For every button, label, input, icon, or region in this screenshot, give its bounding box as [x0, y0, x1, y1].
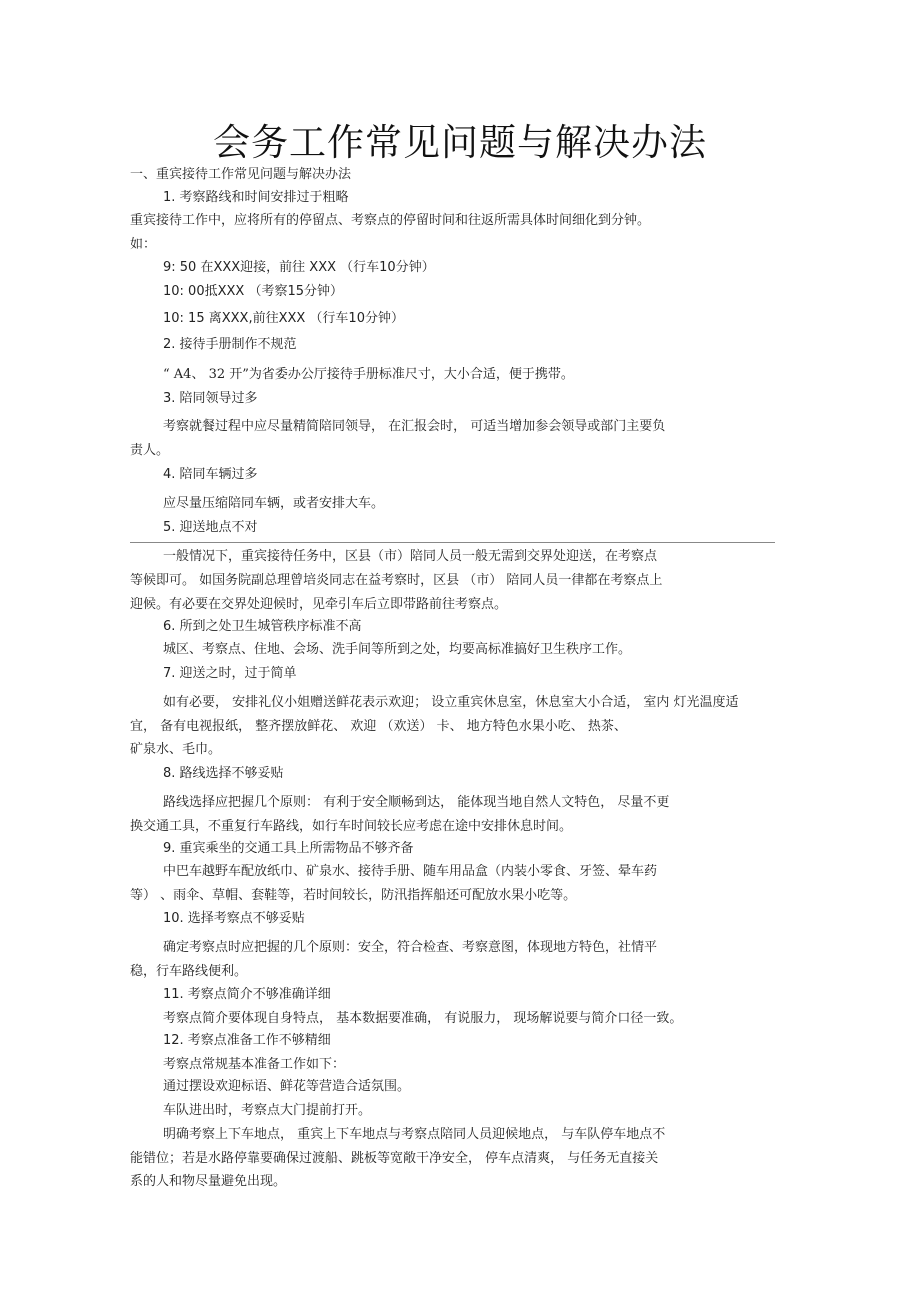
paragraph-line: 能错位；若是水路停靠要确保过渡船、跳板等宽敞干净安全， 停车点清爽， 与任务无直接关: [130, 1151, 659, 1166]
paragraph-line: 换交通工具，不重复行车路线，如行车时间较长应考虑在途中安排休息时间。: [130, 819, 573, 834]
paragraph-line: 车队进出时，考察点大门提前打开。: [163, 1103, 372, 1118]
item-3-heading: 3. 陪同领导过多: [163, 391, 258, 406]
horizontal-rule: [130, 542, 775, 543]
paragraph-line: 系的人和物尽量避免出现。: [130, 1174, 287, 1189]
item-1-heading: 1. 考察路线和时间安排过于粗略: [163, 190, 349, 205]
paragraph-line: 通过摆设欢迎标语、鲜花等营造合适氛围。: [163, 1079, 411, 1094]
paragraph-line: 责人。: [130, 443, 170, 458]
section-heading: 一、重宾接待工作常见问题与解决办法: [130, 167, 352, 182]
item-11-heading: 11. 考察点简介不够准确详细: [163, 987, 331, 1002]
schedule-line: 10: 15 离XXX,前往XXX （行车10分钟）: [163, 311, 404, 326]
paragraph-line: 如有必要， 安排礼仪小姐赠送鲜花表示欢迎； 设立重宾休息室，休息室大小合适， 室内 灯光温度适: [163, 695, 739, 710]
paragraph-line: 等候即可。 如国务院副总理曾培炎同志在益考察时，区县 （市） 陪同人员一律都在考察点上: [130, 573, 663, 588]
document-title: 会务工作常见问题与解决办法: [213, 121, 707, 164]
paragraph-line: 考察点常规基本准备工作如下：: [163, 1057, 346, 1072]
item-5-heading: 5. 迎送地点不对: [163, 520, 258, 535]
paragraph-line: 矿泉水、毛巾。: [130, 742, 222, 757]
item-6-heading: 6. 所到之处卫生城管秩序标准不高: [163, 619, 362, 634]
item-10-heading: 10. 选择考察点不够妥贴: [163, 911, 305, 926]
paragraph-line: 路线选择应把握几个原则： 有利于安全顺畅到达， 能体现当地自然人文特色， 尽量不更: [163, 795, 670, 810]
paragraph-line: 宜， 备有电视报纸， 整齐摆放鲜花、 欢迎 （欢送） 卡、 地方特色水果小吃、 热茶、: [130, 719, 627, 734]
schedule-line: 10: 00抵XXX （考察15分钟）: [163, 284, 343, 299]
paragraph-line: 等） 、雨伞、草帽、套鞋等，若时间较长，防汛指挥船还可配放水果小吃等。: [130, 888, 577, 903]
paragraph-line: 重宾接待工作中，应将所有的停留点、考察点的停留时间和往返所需具体时间细化到分钟。: [130, 213, 651, 228]
paragraph-line: 稳，行车路线便利。: [130, 964, 248, 979]
item-4-heading: 4. 陪同车辆过多: [163, 467, 258, 482]
item-7-heading: 7. 迎送之时，过于简单: [163, 666, 297, 681]
item-8-heading: 8. 路线选择不够妥贴: [163, 766, 284, 781]
paragraph-line: 考察就餐过程中应尽量精简陪同领导， 在汇报会时， 可适当增加参会领导或部门主要负: [163, 419, 666, 434]
item-12-heading: 12. 考察点准备工作不够精细: [163, 1033, 331, 1048]
paragraph-line: 如：: [130, 237, 157, 252]
item-2-heading: 2. 接待手册制作不规范: [163, 337, 297, 352]
paragraph-line: 考察点简介要体现自身特点， 基本数据要准确， 有说服力， 现场解说要与简介口径一致。: [163, 1011, 683, 1026]
paragraph-line: 应尽量压缩陪同车辆，或者安排大车。: [163, 496, 385, 511]
schedule-line: 9: 50 在XXX迎接，前往 XXX （行车10分钟）: [163, 260, 435, 275]
paragraph-line: 中巴车越野车配放纸巾、矿泉水、接待手册、随车用品盒（内装小零食、牙签、晕车药: [163, 864, 658, 879]
paragraph-line: 迎候。有必要在交界处迎候时，见牵引车后立即带路前往考察点。: [130, 597, 508, 612]
item-9-heading: 9. 重宾乘坐的交通工具上所需物品不够齐备: [163, 841, 414, 856]
paragraph-line: 一般情况下，重宾接待任务中，区县（市）陪同人员一般无需到交界处迎送，在考察点: [163, 549, 658, 564]
paragraph-line: 城区、考察点、住地、会场、洗手间等所到之处，均要高标准搞好卫生秩序工作。: [163, 642, 632, 657]
paragraph-line: 确定考察点时应把握的几个原则：安全，符合检查、考察意图，体现地方特色，社情平: [163, 940, 658, 955]
paragraph-line: 明确考察上下车地点， 重宾上下车地点与考察点陪同人员迎候地点， 与车队停车地点不: [163, 1127, 666, 1142]
paragraph-line: “ A4、 32 开”为省委办公厅接待手册标准尺寸，大小合适，便于携带。: [163, 367, 574, 382]
